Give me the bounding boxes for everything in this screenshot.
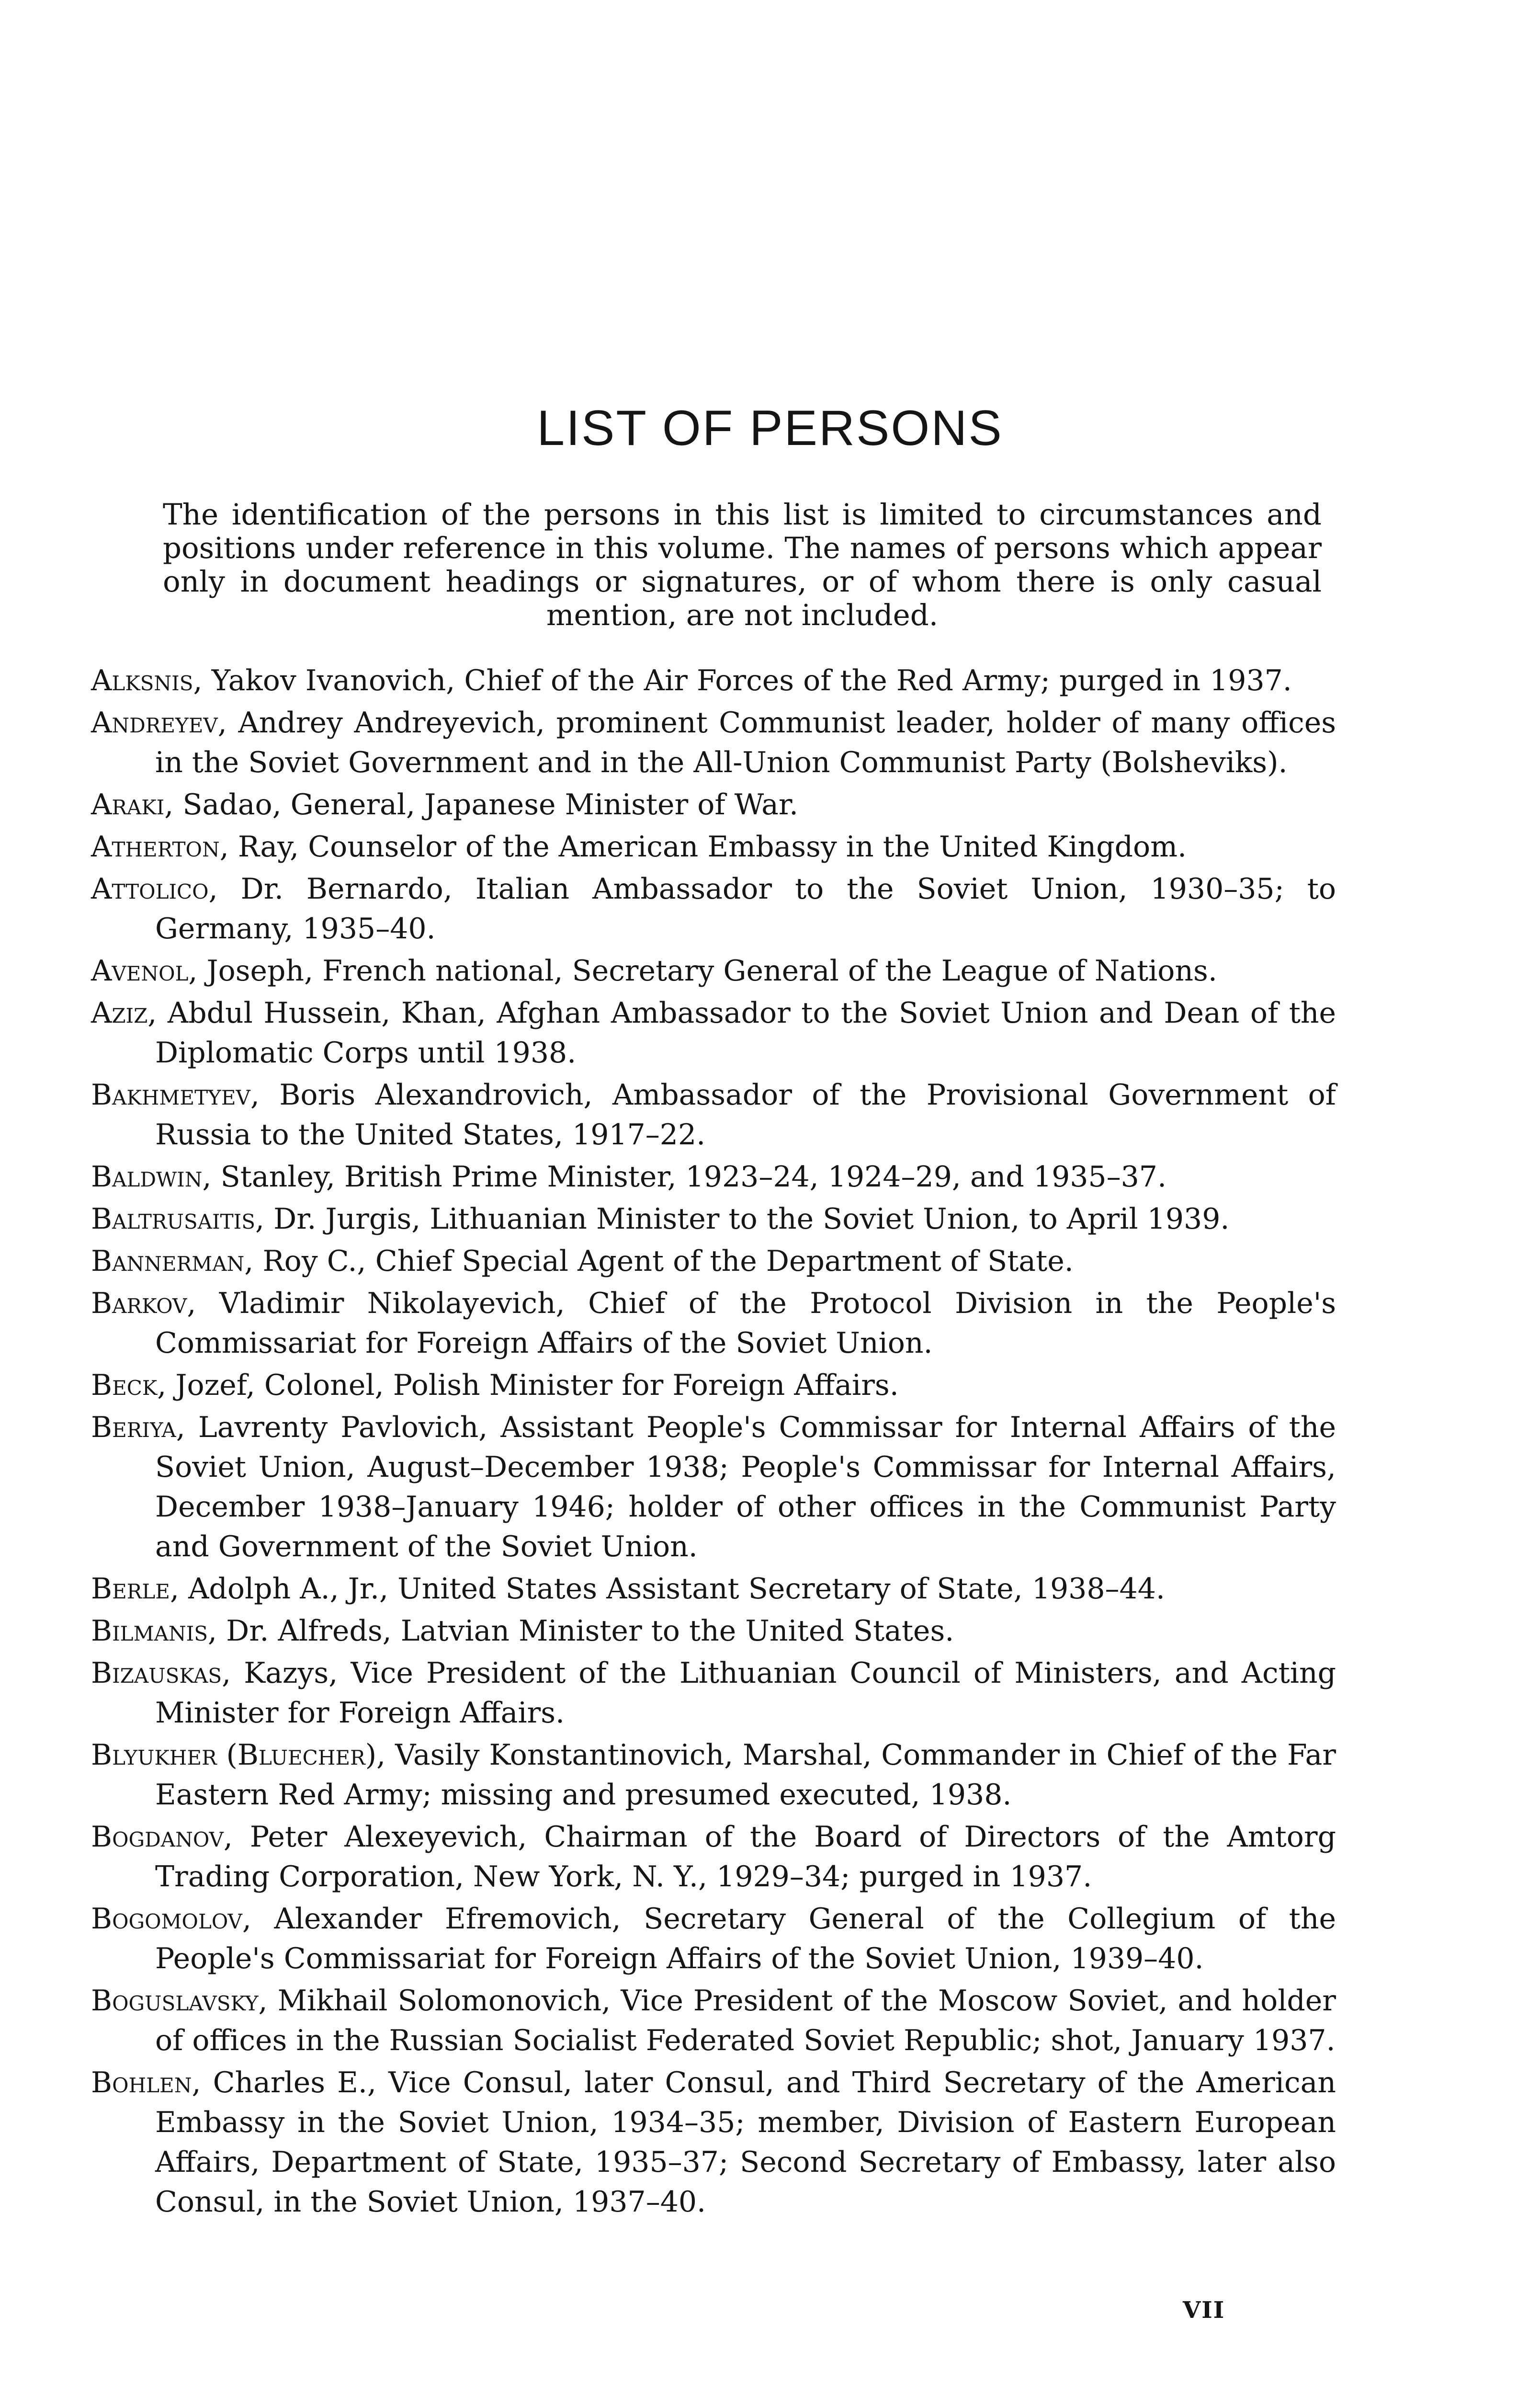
entry-surname: Berle xyxy=(91,1572,170,1606)
entry-description: , Lavrenty Pavlovich, Assistant People's Commissar for Internal Affairs of the Soviet Union, August–December 1938; People's Commissar for Internal Affairs, December 1938–January 1946; holder of other offices in the Communist Party and Government of the Soviet Union. xyxy=(155,1411,1336,1563)
list-item xyxy=(91,1408,1336,1567)
page-title: LIST OF PERSONS xyxy=(537,400,1003,456)
list-item xyxy=(91,1157,1336,1197)
list-item xyxy=(91,1981,1336,2061)
entry-description: , Alexander Efremovich, Secretary General of the Collegium of the People's Commissariat for Foreign Affairs of the Soviet Union, 1939–40. xyxy=(155,1902,1336,1975)
list-item xyxy=(91,1242,1336,1281)
entry-surname: Barkov xyxy=(91,1287,187,1320)
entry-surname: Attolico xyxy=(91,872,209,906)
entry-surname: Bohlen xyxy=(91,2066,192,2099)
entry-surname: Atherton xyxy=(91,830,220,864)
entry-description: , Kazys, Vice President of the Lithuanian Council of Ministers, and Acting Minister for Foreign Affairs. xyxy=(155,1656,1336,1730)
entry-description: , Charles E., Vice Consul, later Consul, and Third Secretary of the American Embassy in the Soviet Union, 1934–35; member, Division of Eastern European Affairs, Department of State, 1935–37; Second Secretary of Embassy, later also Consul, in the Soviet Union, 1937–40. xyxy=(155,2066,1336,2219)
list-item xyxy=(91,869,1336,949)
entry-surname: Baltrusaitis xyxy=(91,1202,255,1236)
entry-surname: Alksnis xyxy=(91,664,193,697)
entry-description: , Sadao, General, Japanese Minister of War. xyxy=(164,788,799,821)
list-item xyxy=(91,1899,1336,1979)
list-item xyxy=(91,1284,1336,1363)
entry-surname: Baldwin xyxy=(91,1160,203,1194)
entry-description: , Abdul Hussein, Khan, Afghan Ambassador to the Soviet Union and Dean of the Diplomatic Corps until 1938. xyxy=(147,996,1336,1070)
entry-description: , Dr. Alfreds, Latvian Minister to the United States. xyxy=(208,1614,954,1648)
entry-surname: Andreyev xyxy=(91,706,218,740)
entry-description: , Ray, Counselor of the American Embassy in the United Kingdom. xyxy=(219,830,1187,864)
list-item xyxy=(91,951,1336,991)
persons-list xyxy=(91,661,1336,2224)
entry-surname: Aziz xyxy=(91,996,148,1030)
list-item xyxy=(91,661,1336,701)
list-item xyxy=(91,1075,1336,1155)
entry-surname: Beck xyxy=(91,1369,158,1402)
entry-description: , Andrey Andreyevich, prominent Communist leader, holder of many offices in the Soviet Government and in the All-Union Communist Party (Bolsheviks). xyxy=(155,706,1336,779)
entry-description: , Adolph A., Jr., United States Assistant Secretary of State, 1938–44. xyxy=(170,1572,1165,1606)
list-item xyxy=(91,827,1336,867)
list-item xyxy=(91,1569,1336,1609)
entry-surname: Avenol xyxy=(91,954,189,988)
list-item xyxy=(91,2063,1336,2222)
entry-description: , Dr. Bernardo, Italian Ambassador to the Soviet Union, 1930–35; to Germany, 1935–40. xyxy=(155,872,1336,946)
entry-surname: Bogomolov xyxy=(91,1902,242,1936)
entry-surname: Bakhmetyev xyxy=(91,1078,250,1112)
entry-surname: Boguslavsky xyxy=(91,1984,259,2018)
entry-surname: Araki xyxy=(91,788,165,821)
entry-surname: Bogdanov xyxy=(91,1820,224,1854)
list-item xyxy=(91,1654,1336,1733)
entry-description: , Vladimir Nikolayevich, Chief of the Protocol Division in the People's Commissariat for Foreign Affairs of the Soviet Union. xyxy=(155,1287,1336,1360)
intro-paragraph: The identification of the persons in this list is limited to circumstances and positions under reference in this volume. The names of persons which appear only in document headings or signatures, or of whom there is only casual mention, are not included. xyxy=(163,498,1322,632)
list-item xyxy=(91,703,1336,783)
list-item xyxy=(91,1366,1336,1405)
entry-surname: Blyukher (Bluecher) xyxy=(91,1738,377,1772)
entry-surname: Bizauskas xyxy=(91,1656,222,1690)
entry-description: , Mikhail Solomonovich, Vice President of the Moscow Soviet, and holder of offices in the Russian Socialist Federated Soviet Republic; shot, January 1937. xyxy=(155,1984,1336,2057)
entry-description: , Yakov Ivanovich, Chief of the Air Forces of the Red Army; purged in 1937. xyxy=(193,664,1292,697)
entry-surname: Beriya xyxy=(91,1411,176,1444)
list-item xyxy=(91,993,1336,1073)
list-item xyxy=(91,1735,1336,1815)
entry-description: , Vasily Konstantinovich, Marshal, Commander in Chief of the Far Eastern Red Army; missing and presumed executed, 1938. xyxy=(155,1738,1336,1812)
entry-description: , Joseph, French national, Secretary General of the League of Nations. xyxy=(188,954,1217,988)
entry-description: , Boris Alexandrovich, Ambassador of the Provisional Government of Russia to the United States, 1917–22. xyxy=(155,1078,1336,1152)
entry-description: , Jozef, Colonel, Polish Minister for Foreign Affairs. xyxy=(157,1369,899,1402)
entry-description: , Stanley, British Prime Minister, 1923–24, 1924–29, and 1935–37. xyxy=(202,1160,1167,1194)
entry-description: , Peter Alexeyevich, Chairman of the Board of Directors of the Amtorg Trading Corporation, New York, N. Y., 1929–34; purged in 1937. xyxy=(155,1820,1336,1893)
list-item xyxy=(91,1817,1336,1897)
list-item xyxy=(91,1611,1336,1651)
entry-surname: Bilmanis xyxy=(91,1614,208,1648)
entry-description: , Dr. Jurgis, Lithuanian Minister to the Soviet Union, to April 1939. xyxy=(255,1202,1230,1236)
entry-description: , Roy C., Chief Special Agent of the Department of State. xyxy=(244,1244,1074,1278)
page-number: VII xyxy=(1183,2297,1225,2324)
entry-surname: Bannerman xyxy=(91,1244,245,1278)
list-item xyxy=(91,1199,1336,1239)
list-item xyxy=(91,785,1336,825)
